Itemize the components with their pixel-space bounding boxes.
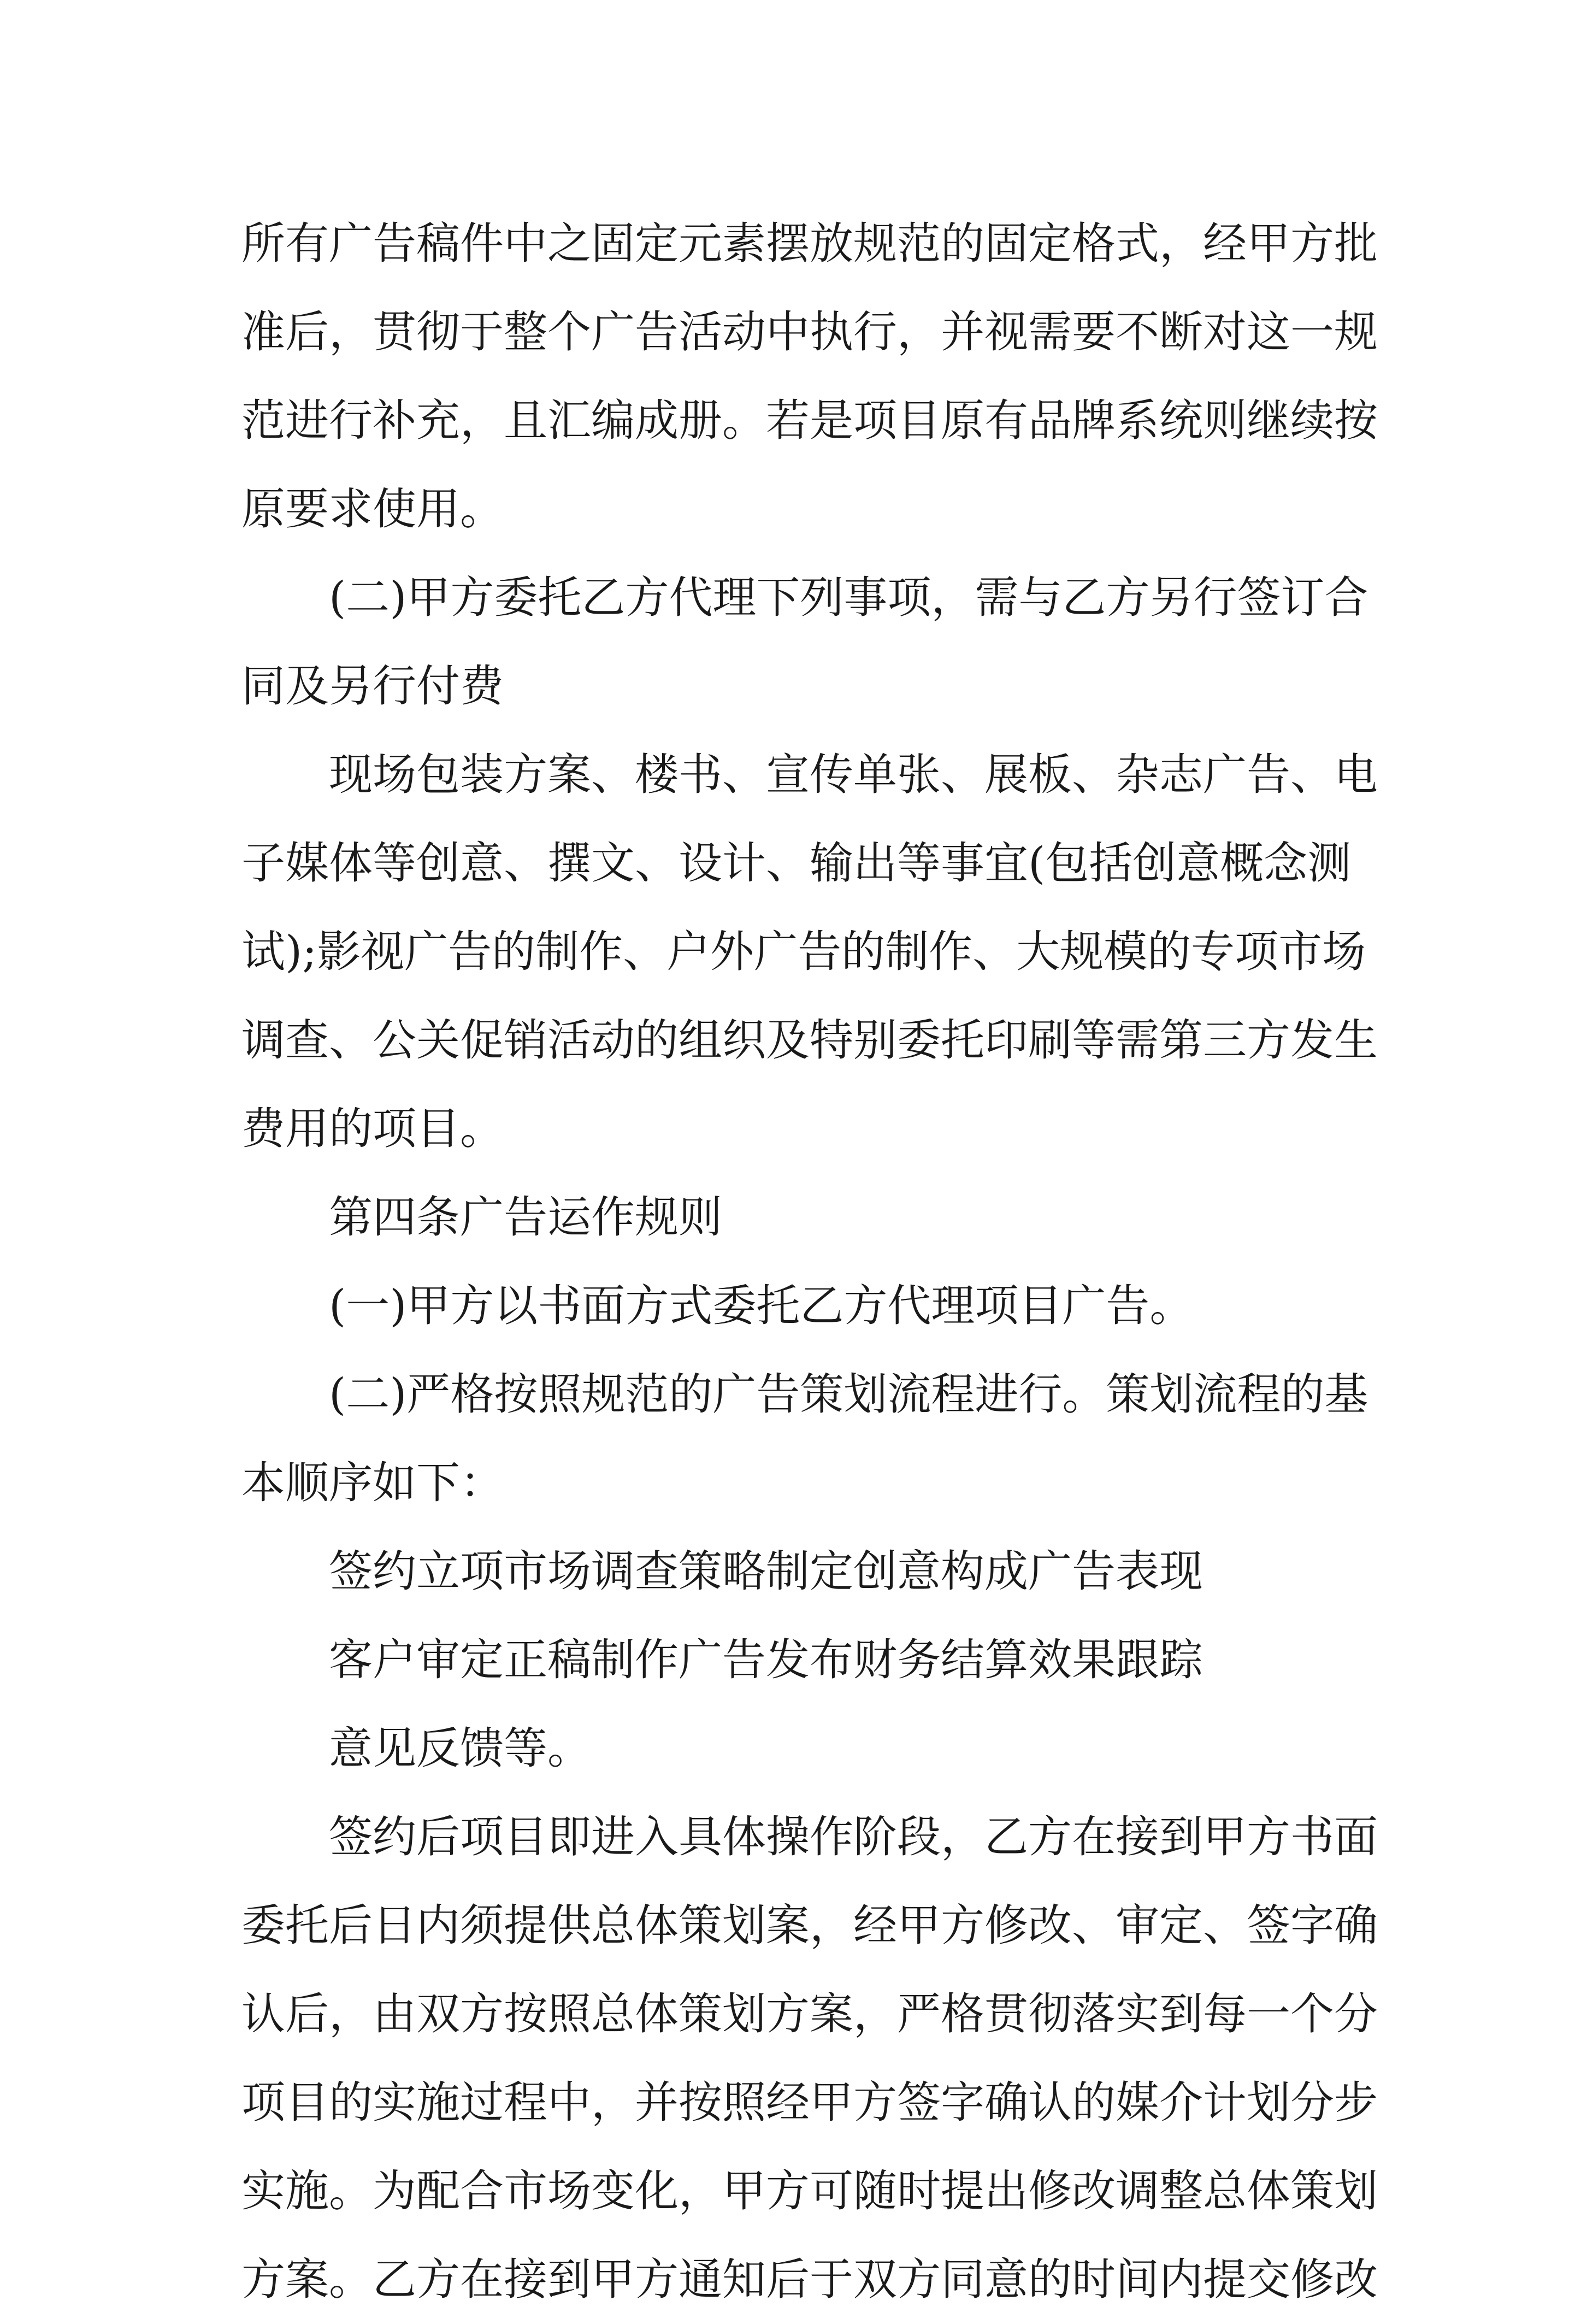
text-line: 客户审定正稿制作广告发布财务结算效果跟踪 — [329, 1634, 1203, 1685]
text-line: 子媒体等创意、撰文、设计、输出等事宜(包括创意概念测 — [241, 838, 1352, 889]
text-line: 准后，贯彻于整个广告活动中执行，并视需要不断对这一规 — [241, 307, 1378, 357]
text-line: (二)甲方委托乙方代理下列事项，需与乙方另行签订合 — [329, 572, 1368, 623]
text-line: 现场包装方案、楼书、宣传单张、展板、杂志广告、电 — [329, 749, 1378, 800]
text-line: 签约后项目即进入具体操作阶段，乙方在接到甲方书面 — [329, 1811, 1378, 1862]
text-line: 调查、公关促销活动的组织及特别委托印刷等需第三方发生 — [241, 1015, 1378, 1066]
text-line: (一)甲方以书面方式委托乙方代理项目广告。 — [329, 1280, 1194, 1331]
text-line: 原要求使用。 — [241, 484, 504, 534]
text-line: 项目的实施过程中，并按照经甲方签字确认的媒介计划分步 — [241, 2077, 1378, 2128]
document-body — [241, 199, 1378, 2324]
text-line: 签约立项市场调查策略制定创意构成广告表现 — [329, 1546, 1203, 1597]
text-line: 委托后日内须提供总体策划案，经甲方修改、审定、签字确 — [241, 1900, 1378, 1951]
text-line: 方案。乙方在接到甲方通知后于双方同意的时间内提交修改 — [241, 2254, 1378, 2305]
text-line: 本顺序如下： — [241, 1457, 504, 1508]
text-line: 所有广告稿件中之固定元素摆放规范的固定格式，经甲方批 — [241, 218, 1378, 269]
text-line: 范进行补充，且汇编成册。若是项目原有品牌系统则继续按 — [241, 395, 1378, 446]
text-line: 实施。为配合市场变化，甲方可随时提出修改调整总体策划 — [241, 2166, 1378, 2216]
text-line: 费用的项目。 — [241, 1103, 504, 1154]
text-line: 试);影视广告的制作、户外广告的制作、大规模的专项市场 — [241, 926, 1366, 977]
text-line: 同及另行付费 — [241, 661, 504, 711]
section-heading: 第四条广告运作规则 — [329, 1192, 722, 1243]
text-line: 认后，由双方按照总体策划方案，严格贯彻落实到每一个分 — [241, 1988, 1378, 2039]
text-line: (二)严格按照规范的广告策划流程进行。策划流程的基 — [329, 1369, 1368, 1420]
text-line: 意见反馈等。 — [329, 1723, 591, 1774]
